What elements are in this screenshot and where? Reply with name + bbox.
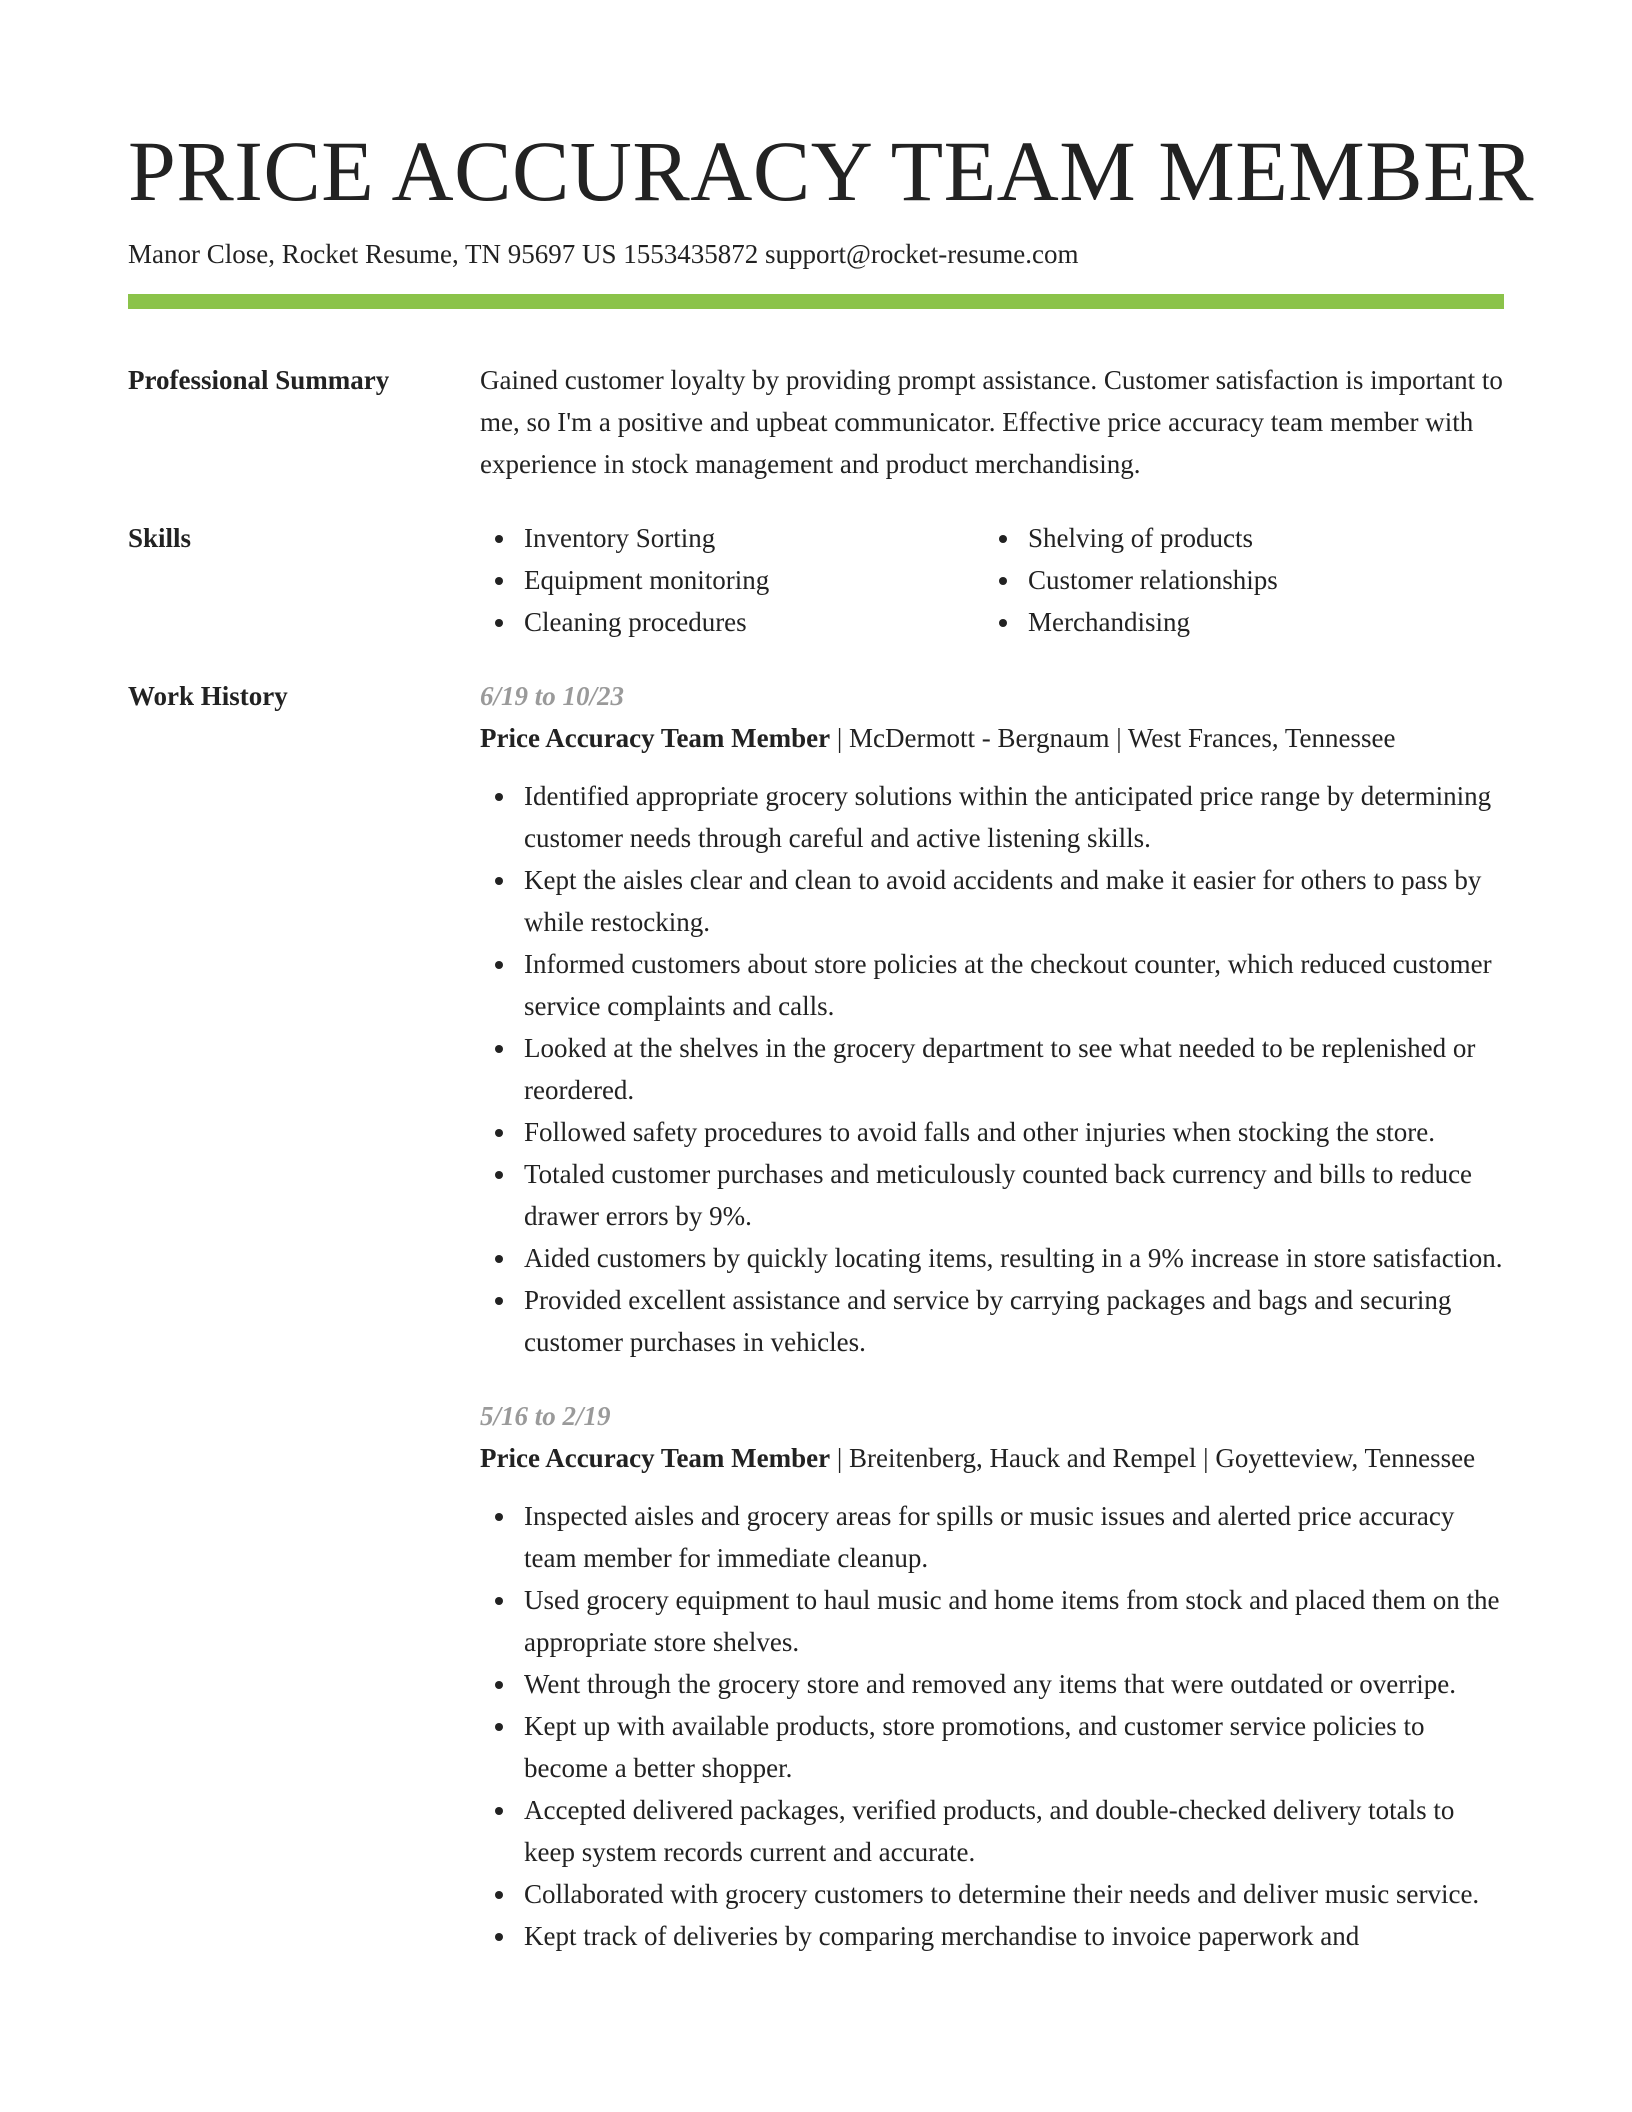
job-bullet: Kept the aisles clear and clean to avoid accidents and make it easier for others to pass by while restocking. (480, 859, 1504, 943)
header-divider (128, 294, 1504, 309)
skill-item: Shelving of products (984, 517, 1504, 559)
skill-item: Cleaning procedures (480, 601, 984, 643)
skills-heading: Skills (128, 523, 192, 553)
job-bullet: Kept track of deliveries by comparing merchandise to invoice paperwork and (480, 1915, 1504, 1957)
skills-section (128, 517, 1504, 643)
job-bullet: Accepted delivered packages, verified products, and double-checked delivery totals to keep system records current and accurate. (480, 1789, 1504, 1873)
summary-text: Gained customer loyalty by providing prompt assistance. Customer satisfaction is important to me, so I'm a positive and upbeat communicator. Effective price accuracy team member with experience in stock management and product merchandising. (480, 365, 1503, 479)
summary-heading: Professional Summary (128, 365, 390, 395)
job-title: Price Accuracy Team Member (480, 1443, 831, 1473)
skill-item: Equipment monitoring (480, 559, 984, 601)
job-title: Price Accuracy Team Member (480, 723, 831, 753)
work-history-section (128, 675, 1504, 1957)
skill-item: Merchandising (984, 601, 1504, 643)
job-bullet: Aided customers by quickly locating items, resulting in a 9% increase in store satisfaction. (480, 1237, 1504, 1279)
job-entry (480, 675, 1504, 1363)
skill-item: Inventory Sorting (480, 517, 984, 559)
job-dates: 5/16 to 2/19 (480, 1401, 611, 1431)
job-bullet: Collaborated with grocery customers to determine their needs and deliver music service. (480, 1873, 1504, 1915)
job-bullet: Looked at the shelves in the grocery department to see what needed to be replenished or reordered. (480, 1027, 1504, 1111)
job-bullet: Kept up with available products, store promotions, and customer service policies to become a better shopper. (480, 1705, 1504, 1789)
job-entry (480, 1395, 1504, 1957)
job-bullets (480, 775, 1504, 1363)
job-bullet: Identified appropriate grocery solutions within the anticipated price range by determining customer needs through careful and active listening skills. (480, 775, 1504, 859)
job-dates: 6/19 to 10/23 (480, 681, 625, 711)
job-bullet: Went through the grocery store and removed any items that were outdated or overripe. (480, 1663, 1504, 1705)
work-history-heading: Work History (128, 681, 288, 711)
skill-item: Customer relationships (984, 559, 1504, 601)
job-bullet: Used grocery equipment to haul music and home items from stock and placed them on the appropriate store shelves. (480, 1579, 1504, 1663)
job-employer-location: | Breitenberg, Hauck and Rempel | Goyetteview, Tennessee (830, 1443, 1476, 1473)
job-bullet: Provided excellent assistance and service by carrying packages and bags and securing customer purchases in vehicles. (480, 1279, 1504, 1363)
job-heading (480, 717, 1504, 759)
job-bullet: Inspected aisles and grocery areas for spills or music issues and alerted price accuracy team member for immediate cleanup. (480, 1495, 1504, 1579)
job-bullets (480, 1495, 1504, 1957)
job-heading (480, 1437, 1504, 1479)
summary-section (128, 359, 1504, 485)
contact-line: Manor Close, Rocket Resume, TN 95697 US 1553435872 support@rocket-resume.com (128, 239, 1079, 269)
skills-list (480, 517, 1504, 643)
resume-page (128, 0, 1534, 1957)
resume-title: PRICE ACCURACY TEAM MEMBER (128, 123, 1534, 219)
job-employer-location: | McDermott - Bergnaum | West Frances, Tennessee (830, 723, 1396, 753)
job-bullet: Followed safety procedures to avoid falls and other injuries when stocking the store. (480, 1111, 1504, 1153)
job-bullet: Informed customers about store policies at the checkout counter, which reduced customer service complaints and calls. (480, 943, 1504, 1027)
job-bullet: Totaled customer purchases and meticulously counted back currency and bills to reduce drawer errors by 9%. (480, 1153, 1504, 1237)
